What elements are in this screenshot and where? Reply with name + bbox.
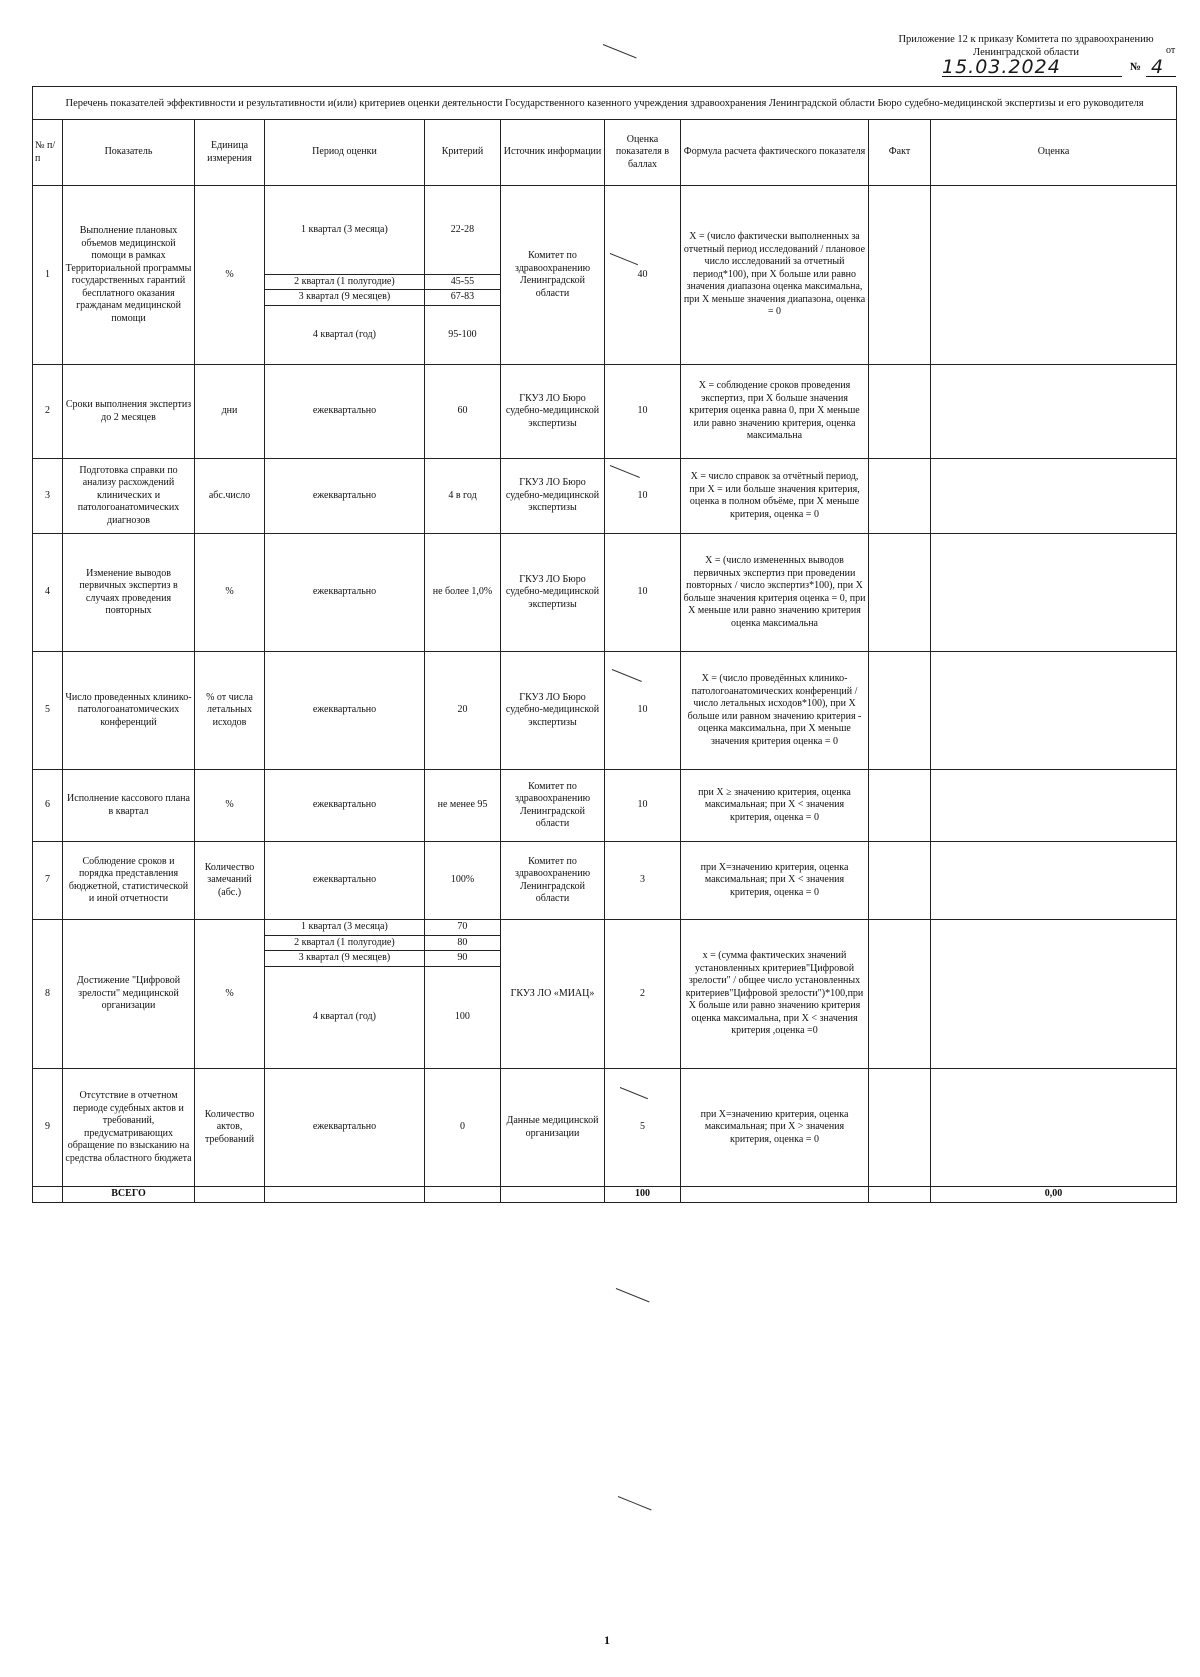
table-row [33, 365, 1177, 459]
criterion-value: 90 [424, 951, 500, 967]
row-source: ГКУЗ ЛО Бюро судебно-медицинской экспертизы [501, 534, 605, 652]
row-indicator: Изменение выводов первичных экспертиз в случаях проведения повторных [63, 534, 195, 652]
total-points: 100 [605, 1187, 681, 1203]
row-unit: % от числа летальных исходов [195, 652, 265, 770]
table-row [33, 920, 1177, 1069]
row-points: 10 [605, 770, 681, 842]
row-source: ГКУЗ ЛО Бюро судебно-медицинской экспертизы [501, 365, 605, 459]
criterion-value: 45-55 [424, 274, 500, 290]
row-unit: % [195, 534, 265, 652]
row-unit: абс.число [195, 459, 265, 534]
total-label: ВСЕГО [63, 1187, 195, 1203]
table-row [33, 186, 1177, 365]
scan-mark [618, 1496, 652, 1510]
row-source: ГКУЗ ЛО Бюро судебно-медицинской экспертизы [501, 459, 605, 534]
col-header-period: Период оценки [265, 120, 425, 186]
col-header-fact: Факт [869, 120, 931, 186]
table-row [33, 652, 1177, 770]
row-num: 1 [33, 186, 63, 365]
row-score [931, 842, 1177, 920]
row-source: ГКУЗ ЛО Бюро судебно-медицинской экспертизы [501, 652, 605, 770]
row-formula: X = (число измененных выводов первичных экспертиз при проведении повторных / число экспертиз*100), при X больше значения критерия оценка = 0, при X меньше или равно значению критерия оценка максимальна [681, 534, 869, 652]
row-points: 10 [605, 534, 681, 652]
row-points: 2 [605, 920, 681, 1069]
row-points: 3 [605, 842, 681, 920]
criterion-value: 100 [424, 966, 500, 1068]
total-score: 0,00 [931, 1187, 1177, 1203]
col-header-points: Оценка показателя в баллах [605, 120, 681, 186]
row-formula: x = (сумма фактических значений установленных критериев"Цифровой зрелости" / общее число установленных критериев"Цифровой зрелости")*100,при X больше или равно значению критерия оценка максимальна, при X < значения критерия ,оценка =0 [681, 920, 869, 1069]
row-formula: X = (число проведённых клинико-патологоанатомических конференций / число летальных исходов*100), при X больше или равном значению критерия - оценка максимальна, при X меньше значения критерия оценка = 0 [681, 652, 869, 770]
period-value: 4 квартал (год) [265, 966, 424, 1068]
col-header-formula: Формула расчета фактического показателя [681, 120, 869, 186]
row-criterion: не более 1,0% [425, 534, 501, 652]
total-empty-cell [869, 1187, 931, 1203]
number-underline [1146, 76, 1176, 77]
row-points: 10 [605, 365, 681, 459]
row-num: 7 [33, 842, 63, 920]
col-header-score: Оценка [931, 120, 1177, 186]
col-header-num: № п/п [33, 120, 63, 186]
row-fact [869, 459, 931, 534]
total-empty-cell [681, 1187, 869, 1203]
row-formula: X = число справок за отчётный период, при X = или больше значения критерия, оценка в полном объёме, при X меньше критерия, оценка = 0 [681, 459, 869, 534]
row-unit: Количество актов, требований [195, 1069, 265, 1187]
col-header-criterion: Критерий [425, 120, 501, 186]
row-points: 5 [605, 1069, 681, 1187]
row-score [931, 459, 1177, 534]
row-points: 40 [605, 186, 681, 365]
table-row [33, 1069, 1177, 1187]
row-source: Комитет по здравоохранению Ленинградской области [501, 842, 605, 920]
period-subtable [265, 920, 500, 1068]
appendix-line-2: Ленинградской области [973, 47, 1079, 58]
row-period: ежеквартально [265, 459, 425, 534]
period-value: 1 квартал (3 месяца) [265, 920, 424, 935]
row-period: ежеквартально [265, 1069, 425, 1187]
total-empty-cell [501, 1187, 605, 1203]
row-source: Комитет по здравоохранению Ленинградской области [501, 186, 605, 365]
row-period-criteria [265, 186, 501, 365]
row-num: 3 [33, 459, 63, 534]
row-num: 9 [33, 1069, 63, 1187]
row-score [931, 365, 1177, 459]
col-header-unit: Единица измерения [195, 120, 265, 186]
period-value: 3 квартал (9 месяцев) [265, 951, 424, 967]
row-criterion: 20 [425, 652, 501, 770]
criterion-value: 95-100 [424, 305, 500, 364]
total-empty-cell [195, 1187, 265, 1203]
row-fact [869, 1069, 931, 1187]
row-fact [869, 534, 931, 652]
row-indicator: Соблюдение сроков и порядка представления бюджетной, статистической и иной отчетности [63, 842, 195, 920]
row-fact [869, 365, 931, 459]
row-unit: % [195, 920, 265, 1069]
row-criterion: не менее 95 [425, 770, 501, 842]
row-formula: при X ≥ значению критерия, оценка максимальная; при X < значения критерия, оценка = 0 [681, 770, 869, 842]
table-row [33, 534, 1177, 652]
row-unit: Количество замечаний (абс.) [195, 842, 265, 920]
criterion-value: 22-28 [424, 186, 500, 274]
indicators-table [32, 86, 1177, 1203]
row-score [931, 920, 1177, 1069]
handwritten-number: 4 [1151, 56, 1165, 78]
table-row [33, 770, 1177, 842]
row-formula: при X=значению критерия, оценка максимальная; при X < значения критерия, оценка = 0 [681, 842, 869, 920]
row-criterion: 4 в год [425, 459, 501, 534]
handwritten-date: 15.03.2024 [942, 56, 1061, 78]
row-formula: при X=значению критерия, оценка максимальная; при X > значения критерия, оценка = 0 [681, 1069, 869, 1187]
table-header-row [33, 120, 1177, 186]
total-empty-cell [425, 1187, 501, 1203]
row-formula: X = (число фактически выполненных за отчетный период исследований / плановое число исследований за отчетный период*100), при X больше или равно значения диапазона оценка максимальна, при X меньше значения диапазона, оценка = 0 [681, 186, 869, 365]
row-score [931, 1069, 1177, 1187]
row-fact [869, 770, 931, 842]
row-score [931, 652, 1177, 770]
criterion-value: 80 [424, 935, 500, 951]
table-title: Перечень показателей эффективности и результативности и(или) критериев оценки деятельности Государственного казенного учреждения здравоохранения Ленинградской области Бюро судебно-медицинской экспертизы и его руководителя [33, 87, 1177, 120]
row-indicator: Подготовка справки по анализу расхождений клинических и патологоанатомических диагнозов [63, 459, 195, 534]
row-criterion: 0 [425, 1069, 501, 1187]
period-subtable [265, 186, 500, 364]
row-criterion: 60 [425, 365, 501, 459]
row-indicator: Выполнение плановых объемов медицинской помощи в рамках Территориальной программы государственных гарантий бесплатного оказания гражданам медицинской помощи [63, 186, 195, 365]
row-source: ГКУЗ ЛО «МИАЦ» [501, 920, 605, 1069]
row-unit: % [195, 186, 265, 365]
row-indicator: Отсутствие в отчетном периоде судебных актов и требований, предусматривающих обращение по взысканию на средства областного бюджета [63, 1069, 195, 1187]
ot-label: от [1166, 45, 1176, 56]
row-formula: X = соблюдение сроков проведения экспертиз, при X больше значения критерия оценка равна 0, при X меньше или равно значению критерия, оценка максимальна [681, 365, 869, 459]
row-fact [869, 920, 931, 1069]
row-unit: дни [195, 365, 265, 459]
date-underline [942, 76, 1122, 77]
row-period: ежеквартально [265, 842, 425, 920]
number-label: № [1130, 61, 1142, 73]
col-header-source: Источник информации [501, 120, 605, 186]
page-number: 1 [604, 1633, 610, 1647]
row-score [931, 534, 1177, 652]
row-period: ежеквартально [265, 365, 425, 459]
table-row [33, 842, 1177, 920]
row-num: 6 [33, 770, 63, 842]
row-indicator: Исполнение кассового плана в квартал [63, 770, 195, 842]
row-fact [869, 842, 931, 920]
table-row [33, 459, 1177, 534]
row-period: ежеквартально [265, 652, 425, 770]
row-unit: % [195, 770, 265, 842]
row-points: 10 [605, 652, 681, 770]
period-value: 1 квартал (3 месяца) [265, 186, 424, 274]
row-num: 5 [33, 652, 63, 770]
row-indicator: Число проведенных клинико-патологоанатомических конференций [63, 652, 195, 770]
row-criterion: 100% [425, 842, 501, 920]
period-value: 2 квартал (1 полугодие) [265, 935, 424, 951]
row-fact [869, 186, 931, 365]
row-source: Комитет по здравоохранению Ленинградской области [501, 770, 605, 842]
total-row [33, 1187, 1177, 1203]
row-source: Данные медицинской организации [501, 1069, 605, 1187]
appendix-line-1: Приложение 12 к приказу Комитета по здравоохранению [898, 34, 1154, 45]
row-fact [869, 652, 931, 770]
criterion-value: 67-83 [424, 290, 500, 306]
row-score [931, 770, 1177, 842]
period-value: 2 квартал (1 полугодие) [265, 274, 424, 290]
row-score [931, 186, 1177, 365]
row-period-criteria [265, 920, 501, 1069]
criterion-value: 70 [424, 920, 500, 935]
period-value: 3 квартал (9 месяцев) [265, 290, 424, 306]
total-empty-cell [33, 1187, 63, 1203]
scan-mark [603, 44, 637, 58]
period-value: 4 квартал (год) [265, 305, 424, 364]
scan-mark [616, 1288, 650, 1302]
row-indicator: Сроки выполнения экспертиз до 2 месяцев [63, 365, 195, 459]
row-num: 2 [33, 365, 63, 459]
total-empty-cell [265, 1187, 425, 1203]
col-header-indicator: Показатель [63, 120, 195, 186]
row-period: ежеквартально [265, 534, 425, 652]
row-indicator: Достижение "Цифровой зрелости" медицинской организации [63, 920, 195, 1069]
row-points: 10 [605, 459, 681, 534]
row-period: ежеквартально [265, 770, 425, 842]
row-num: 4 [33, 534, 63, 652]
row-num: 8 [33, 920, 63, 1069]
